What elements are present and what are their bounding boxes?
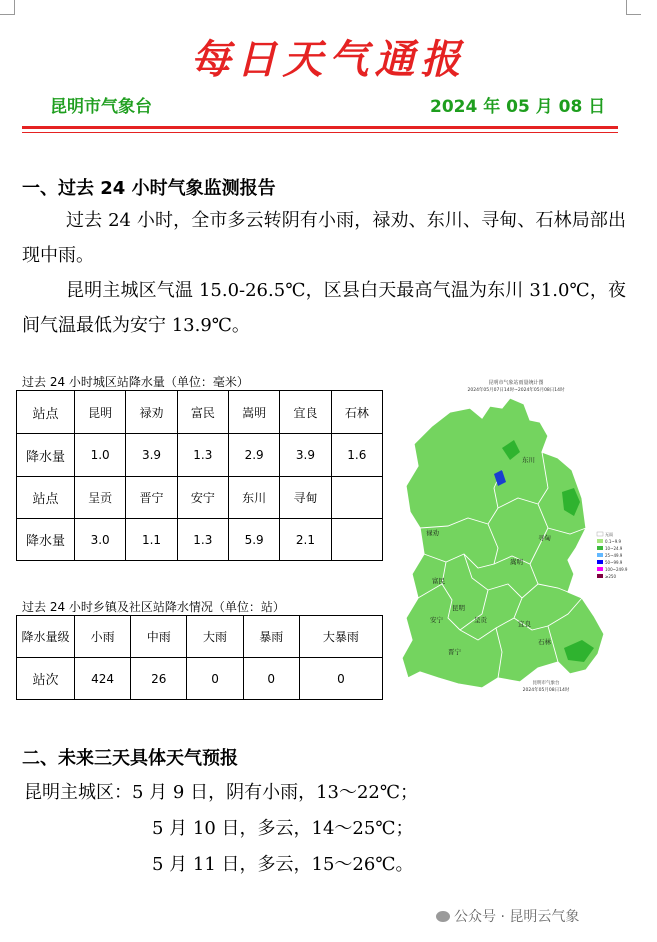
map-label-dongchuan: 东川: [522, 456, 535, 464]
count-cell: 26: [131, 658, 187, 700]
table-row: [17, 391, 383, 434]
value-cell: 3.9: [126, 434, 177, 477]
legend-label: 0.1~9.9: [605, 539, 622, 544]
grade-cell: 大雨: [187, 616, 243, 658]
map-title: 昆明市气象站雨量统计图: [488, 380, 544, 386]
legend-label: 100~249.9: [605, 567, 628, 572]
agency-name: 昆明市气象台: [50, 97, 152, 117]
crop-mark-top-right: [626, 0, 641, 15]
map-label-xundian: 寻甸: [538, 534, 551, 542]
map-footer-date: 2024年05月08日14时: [522, 688, 570, 693]
map-footer: 昆明市气象台: [532, 681, 560, 686]
table-row: [17, 616, 383, 658]
map-label-songming: 嵩明: [510, 558, 523, 566]
legend-label: 50~99.9: [605, 560, 623, 565]
section-2-title: 二、未来三天具体天气预报: [22, 748, 238, 769]
value-cell: 3.9: [280, 434, 331, 477]
report-date: 2024 年 05 月 08 日: [430, 97, 606, 117]
grade-cell: 小雨: [75, 616, 131, 658]
count-cell: 0: [187, 658, 243, 700]
count-header: 站次: [17, 658, 75, 700]
map-label-luquan: 禄劝: [426, 529, 439, 537]
legend-swatch: [597, 567, 603, 571]
report-title: 每日天气通报: [190, 36, 467, 83]
value-cell: [331, 519, 382, 561]
legend-swatch: [597, 546, 603, 550]
legend-swatch: [597, 553, 603, 557]
count-cell: 424: [75, 658, 131, 700]
legend-label: 25~49.9: [605, 553, 623, 558]
map-label-shilin: 石林: [538, 638, 551, 646]
legend-swatch: [597, 532, 603, 536]
rain-header: 降水量: [17, 519, 75, 561]
table-2-caption: 过去 24 小时乡镇及社区站降水情况（单位：站）: [22, 600, 285, 614]
forecast-line-1: 昆明主城区：5 月 9 日，阴有小雨，13～22℃；: [24, 782, 419, 803]
value-cell: 5.9: [228, 519, 279, 561]
station-cell: 禄劝: [126, 391, 177, 434]
station-cell: 昆明: [75, 391, 126, 434]
forecast-line-2: 5 月 10 日，多云，14～25℃；: [152, 818, 414, 839]
rainfall-map: [398, 378, 634, 698]
section-1-paragraph-2: 昆明主城区气温 15.0-26.5℃，区县白天最高气温为东川 31.0℃，夜间气温最低为安宁 13.9℃。: [22, 280, 626, 336]
station-cell: 东川: [228, 477, 279, 519]
station-cell: 安宁: [177, 477, 228, 519]
legend-label: 10~24.9: [605, 546, 623, 551]
legend-swatch: [597, 539, 603, 543]
legend-label: 无雨: [605, 532, 613, 537]
township-rainfall-table: [16, 615, 383, 700]
legend-swatch: [597, 560, 603, 564]
grade-cell: 大暴雨: [299, 616, 382, 658]
map-legend: [597, 531, 628, 579]
station-cell: 呈贡: [75, 477, 126, 519]
map-label-fumin: 富民: [432, 577, 445, 585]
map-label-kunming: 昆明: [452, 604, 465, 612]
station-cell: [331, 477, 382, 519]
grade-cell: 中雨: [131, 616, 187, 658]
rain-header: 降水量: [17, 434, 75, 477]
value-cell: 1.3: [177, 519, 228, 561]
table-row: [17, 434, 383, 477]
forecast-line-3: 5 月 11 日，多云，15～26℃。: [152, 854, 414, 875]
map-label-chenggong: 呈贡: [474, 616, 487, 624]
station-cell: 寻甸: [280, 477, 331, 519]
table-row: [17, 658, 383, 700]
map-label-yiliang: 宜良: [518, 620, 531, 628]
station-header: 站点: [17, 477, 75, 519]
map-label-jinning: 晋宁: [448, 648, 461, 656]
legend-label: ≥250: [605, 574, 616, 579]
legend-swatch: [597, 574, 603, 578]
station-cell: 嵩明: [228, 391, 279, 434]
station-cell: 富民: [177, 391, 228, 434]
header-divider-thick: [22, 126, 618, 129]
grade-header: 降水量级: [17, 616, 75, 658]
section-1-paragraph-1: 过去 24 小时，全市多云转阴有小雨，禄劝、东川、寻甸、石林局部出现中雨。: [22, 210, 626, 266]
value-cell: 1.0: [75, 434, 126, 477]
value-cell: 1.1: [126, 519, 177, 561]
table-row: [17, 477, 383, 519]
count-cell: 0: [299, 658, 382, 700]
station-cell: 晋宁: [126, 477, 177, 519]
value-cell: 3.0: [75, 519, 126, 561]
header-divider-thin: [22, 132, 618, 133]
watermark-text: 公众号 · 昆明云气象: [454, 909, 580, 925]
station-cell: 宜良: [280, 391, 331, 434]
count-cell: 0: [243, 658, 299, 700]
grade-cell: 暴雨: [243, 616, 299, 658]
section-1-title: 一、过去 24 小时气象监测报告: [22, 178, 276, 199]
value-cell: 1.6: [331, 434, 382, 477]
table-row: [17, 519, 383, 561]
city-rainfall-table: [16, 390, 383, 561]
wechat-icon: [436, 911, 450, 922]
table-1-caption: 过去 24 小时城区站降水量（单位：毫米）: [22, 375, 249, 389]
value-cell: 2.9: [228, 434, 279, 477]
station-cell: 石林: [331, 391, 382, 434]
station-header: 站点: [17, 391, 75, 434]
value-cell: 1.3: [177, 434, 228, 477]
map-period: 2024年05月07日14时~2024年05月08日14时: [467, 388, 565, 393]
crop-mark-top-left: [0, 0, 15, 15]
map-label-anning: 安宁: [430, 616, 443, 624]
value-cell: 2.1: [280, 519, 331, 561]
wechat-watermark: [436, 906, 579, 926]
